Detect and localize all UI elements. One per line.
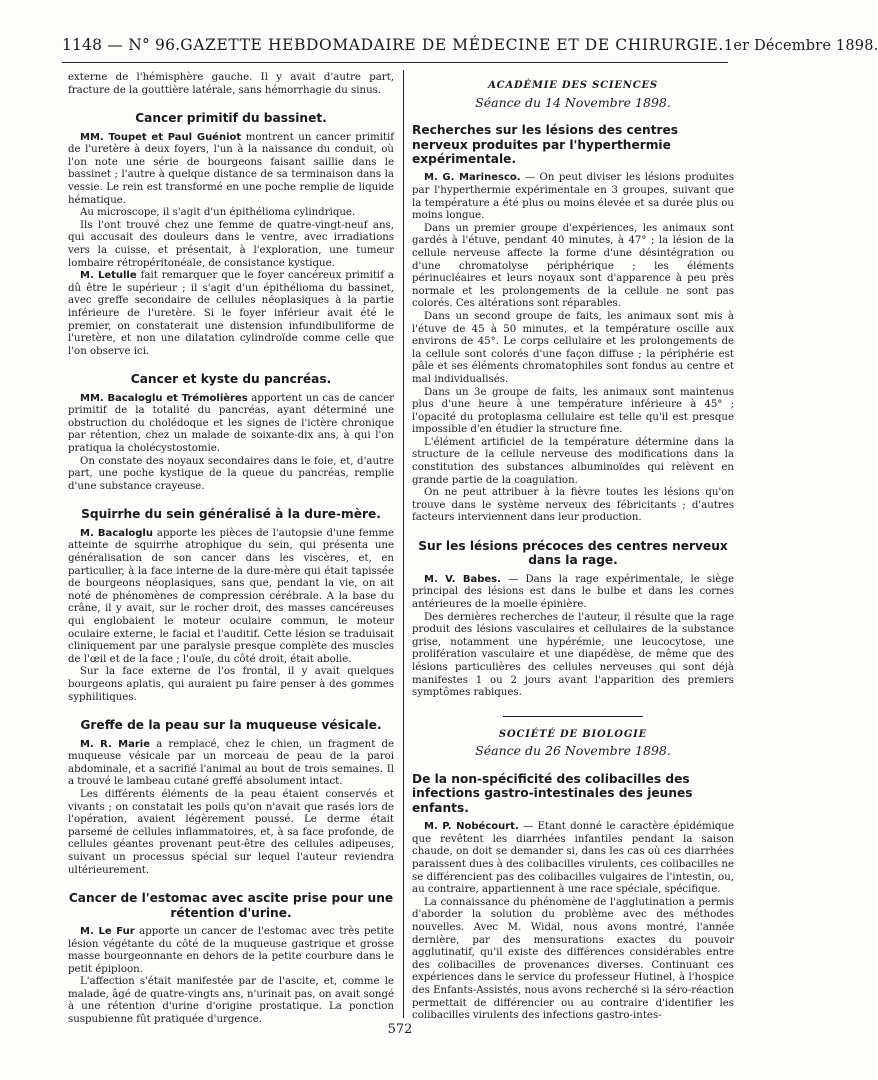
paragraph: Dans un 3e groupe de faits, les animaux sont maintenus plus d'une heure à une température inférieure à 45° ; l'opacité du protoplasma cellulaire est telle qu'il est presque impossible d'en étudier la structure fine. bbox=[412, 386, 734, 436]
header-rule bbox=[62, 62, 728, 63]
author-name: M. P. Nobécourt. bbox=[424, 821, 519, 833]
paragraph: MM. Toupet et Paul Guéniot montrent un cancer primitif de l'uretère à deux foyers, l'un à la naissance du conduit, où l'on note une série de bourgeons faisant saillie dans le bassinet ; l'autre à quelque distance de sa terminaison dans la vessie. Le rein est transformé en une poche remplie de liquide hématique. bbox=[68, 131, 394, 206]
paragraph: Les différents éléments de la peau étaient conservés et vivants ; on constatait les poils qu'on n'avait que rasés lors de l'opération, avaient légèrement poussé. Le derme était parsemé de cellules inflammatoires, et, à sa face profonde, de cellules géantes provenant peut-être des cellules adipeuses, suivant un processus spécial sur lequel l'auteur reviendra ultérieurement. bbox=[68, 788, 394, 876]
journal-title: GAZETTE HEBDOMADAIRE DE MÉDECINE ET DE CHIRURGIE. bbox=[180, 36, 724, 54]
author-name: M. Bacaloglu bbox=[80, 527, 153, 539]
page-number: 572 bbox=[387, 1022, 413, 1037]
page-label: 1148 — N° 96. bbox=[62, 36, 181, 54]
paragraph: M. Letulle fait remarquer que le foyer cancéreux primitif a dû être le supérieur ; il s'agit d'un épithélioma du bassinet, avec greffe secondaire de cellules néoplasiques à la partie inférieure de l'uretère. Si le foyer inférieur avait été le premier, on constaterait une distension infundibuliforme de l'uretère, et non une dilatation cylindroïde comme celle que l'on observe ici. bbox=[68, 270, 394, 357]
paragraph: M. V. Babes. — Dans la rage expérimentale, le siège principal des lésions est dans le bulbe et dans les cornes antérieures de la moelle épinière. bbox=[412, 573, 734, 611]
section-separator bbox=[503, 716, 643, 717]
author-name: M. Letulle bbox=[80, 270, 137, 282]
paragraph: Dans un second groupe de faits, les animaux sont mis à l'étuve de 45 à 50 minutes, et la température oscille aux environs de 45°. Le corps cellulaire et les prolongements de la cellule sont colorés d'une façon diffuse ; la périphérie est pâle et ses éléments chromatophiles sont fondus au centre et mal individualisés. bbox=[412, 310, 734, 385]
section-title-greffe: Greffe de la peau sur la muqueuse vésicale. bbox=[80, 718, 382, 733]
paragraph: Ils l'ont trouvé chez une femme de quatre-vingt-neuf ans, qui accusait des douleurs dans le ventre, avec irradiations vers la cuisse, et présentait, à l'exploration, une tumeur lombaire rétropéritonéale, de consistance kystique. bbox=[68, 219, 394, 269]
paragraph: Des dernières recherches de l'auteur, il résulte que la rage produit des lésions vasculaires et cellulaires de la substance grise, notamment une hypérémie, une leucocytose, une prolifération vasculaire et une diapédèse, de même que des lésions particulières des cellules nerveuses qui sont déjà manifestes 1 ou 2 jours avant l'apparition des premiers symptômes rabiques. bbox=[412, 611, 734, 699]
issue-date: 1er Décembre 1898. bbox=[723, 38, 878, 54]
section-title-pancreas: Cancer et kyste du pancréas. bbox=[130, 372, 332, 387]
paragraph: M. P. Nobécourt. — Etant donné le caractère épidémique que revêtent les diarrhées infantiles pendant la saison chaude, on doit se demander si, dans les cas où ces diarrhées paraissent dues à des colibacilles virulents, ces colibacilles ne se différencient pas des colibacilles vulgaires de l'intestin, ou, au contraire, appartiennent à une race spéciale, spécifique. bbox=[412, 821, 734, 896]
column-divider bbox=[403, 70, 404, 1018]
paragraph: Sur la face externe de l'os frontal, il y avait quelques bourgeons aplatis, qui auraient pu faire penser à des gommes syphilitiques. bbox=[68, 666, 394, 703]
paragraph: On constate des noyaux secondaires dans le foie, et, d'autre part, une poche kystique de la queue du pancréas, remplie d'une substance crayeuse. bbox=[68, 455, 394, 492]
author-name: M. R. Marie bbox=[80, 738, 151, 750]
paragraph: M. Bacaloglu apporte les pièces de l'autopsie d'une femme atteinte de squirrhe atrophique du sein, qui présenta une généralisation de son cancer dans les viscères, et, en particulier, à la face interne de la dure-mère qui était tapissée de bourgeons néoplasiques, sans que, pendant la vie, on ait noté de phénomènes de compression cérébrale. A la base du crâne, il y avait, sur le rocher droit, des masses cancéreuses qui englobaient le moteur oculaire commun, le moteur oculaire externe, le facial et l'auditif. Cette lésion se traduisait cliniquement par une paralysie presque complète des muscles de l'œil et de la face ; l'ouïe, du côté droit, était abolie. bbox=[68, 527, 395, 665]
intro-paragraph: externe de l'hémisphère gauche. Il y avait d'autre part, fracture de la gouttière latérale, sans hémorrhagie du sinus. bbox=[68, 72, 394, 96]
running-header bbox=[62, 36, 878, 56]
author-name: MM. Toupet et Paul Guéniot bbox=[80, 131, 242, 143]
section-title-bassinet: Cancer primitif du bassinet. bbox=[135, 111, 327, 126]
section-title-squirrhe: Squirrhe du sein généralisé à la dure-mère. bbox=[81, 507, 381, 522]
paragraph: MM. Bacaloglu et Trémolières apportent un cas de cancer primitif de la totalité du pancréas, ayant déterminé une obstruction du cholédoque et les signes de l'ictère chronique par rétention, chez un malade de soixante-dix ans, à qui l'on pratiqua la cholécystostomie. bbox=[68, 392, 394, 455]
section-title-hyperthermie: Recherches sur les lésions des centres nerveux produites par l'hyperthermie expérimentale. bbox=[412, 123, 679, 166]
society-heading-academie: ACADÉMIE DES SCIENCES bbox=[488, 80, 658, 91]
paragraph: M. Le Fur apporte un cancer de l'estomac avec très petite lésion végétante du côté de la muqueuse gastrique et grosse masse bourgeonnante en dehors de la petite courbure dans le petit épiploon. bbox=[68, 925, 394, 975]
author-name: M. V. Babes. bbox=[424, 573, 501, 585]
right-column bbox=[412, 72, 734, 1023]
paragraph: Au microscope, il s'agit d'un épithélioma cylindrique. bbox=[80, 207, 356, 219]
paragraph: La connaissance du phénomène de l'agglutination a permis d'aborder la solution du problème avec des méthodes nouvelles. Avec M. Widal, nous avons montré, l'année dernière, par des mensurations exactes du pouvoir agglutinatif, qu'il existe des différences considérables entre des colibacilles de provenances diverses. Continuant ces expériences dans le service du professeur Hutinel, à l'hospice des Enfants-Assistés, nous avons recherché si la séro-réaction permettait de différencier ou au contraire d'identifier les colibacilles virulents des infections gastro-intes- bbox=[412, 896, 734, 1022]
section-title-colibacilles: De la non-spécificité des colibacilles des infections gastro-intestinales des jeunes enfants. bbox=[412, 771, 693, 815]
paragraph: M. R. Marie a remplacé, chez le chien, un fragment de muqueuse vésicale par un morceau de peau de la paroi abdominale, et a sacrifié l'animal au bout de trois semaines. Il a trouvé le lambeau cutané greffé absolument intact. bbox=[68, 738, 394, 788]
author-name: MM. Bacaloglu et Trémolières bbox=[80, 392, 248, 404]
left-column bbox=[68, 72, 394, 1027]
session-date: Séance du 14 Novembre 1898. bbox=[475, 94, 671, 110]
author-name: M. G. Marinesco. bbox=[424, 172, 521, 184]
paragraph: L'élément artificiel de la température détermine dans la structure de la cellule nerveuse des modifications dans la constitution des substances albuminoïdes qui relèvent en grande partie de la coagulation. bbox=[412, 436, 734, 486]
paragraph: On ne peut attribuer à la fièvre toutes les lésions qu'on trouve dans le système nerveux des fébricitants ; d'autres facteurs interviennent dans leur production. bbox=[412, 487, 734, 524]
society-heading-biologie: SOCIÉTÉ DE BIOLOGIE bbox=[498, 728, 648, 740]
section-title-estomac: Cancer de l'estomac avec ascite prise pour une rétention d'urine. bbox=[68, 891, 394, 920]
paragraph: L'affection s'était manifestée par de l'ascite, et, comme le malade, âgé de quatre-vingts ans, n'urinait pas, on avait songé à une rétention d'urine d'origine prostatique. La ponction suspubienne fût pratiquée d'urgence. bbox=[68, 976, 394, 1026]
paragraph: M. G. Marinesco. — On peut diviser les lésions produites par l'hyperthermie expérimentale en 3 groupes, suivant que la température a été plus ou moins élevée et sa durée plus ou moins longue. bbox=[412, 172, 735, 222]
section-title-rage: Sur les lésions précoces des centres nerveux dans la rage. bbox=[418, 539, 728, 568]
author-name: M. Le Fur bbox=[80, 925, 135, 937]
paragraph: Dans un premier groupe d'expériences, les animaux sont gardés à l'étuve, pendant 40 minutes, à 47° ; la lésion de la cellule nerveuse affecte la forme d'une désintégration ou d'une chromatolyse périphérique ; les éléments périnucléaires et leurs noyaux sont d'apparence à peu près normale et les prolongements de la cellule ne sont pas colorés. Ces altérations sont réparables. bbox=[412, 222, 734, 310]
session-date: Séance du 26 Novembre 1898. bbox=[475, 743, 671, 759]
